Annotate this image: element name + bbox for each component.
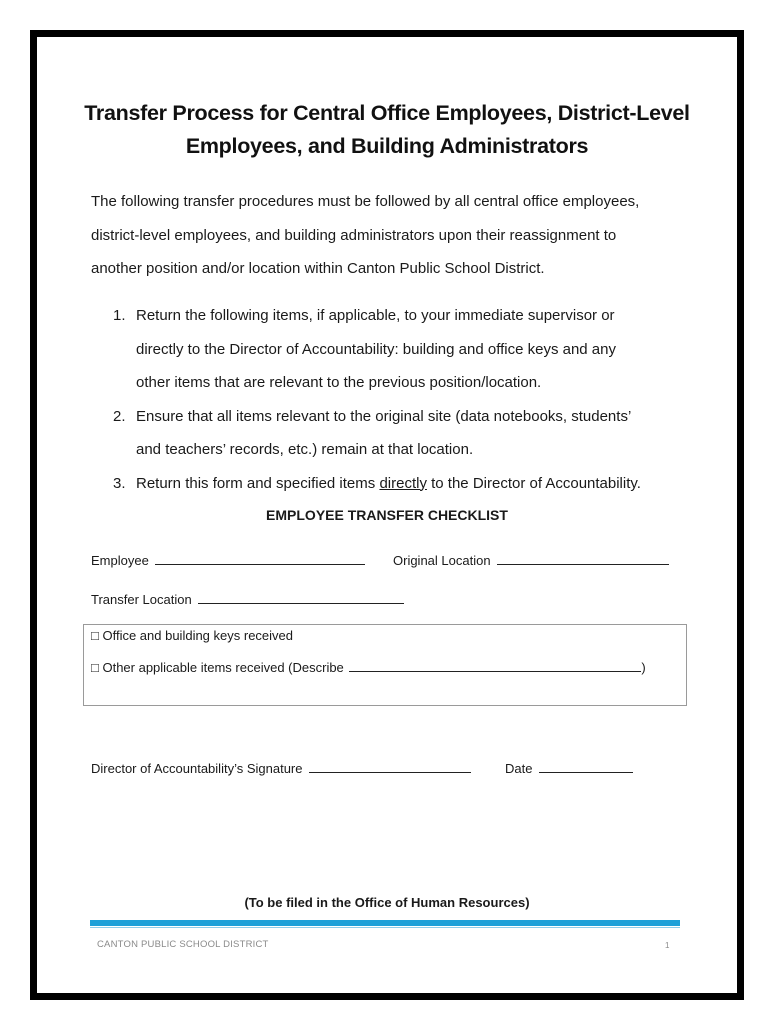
title-line-2: Employees, and Building Administrators [185,134,589,158]
filing-note: (To be filed in the Office of Human Resources) [244,895,530,910]
date-field [505,758,633,776]
footer-rule [90,920,680,926]
keys-received-item[interactable] [91,628,293,643]
other-items-received-item[interactable] [91,657,646,675]
step-line: other items that are relevant to the previous position/location. [136,374,542,391]
employee-input-line[interactable] [155,550,365,565]
transfer-location-label: Transfer Location [91,592,192,607]
step-line: directly to the Director of Accountability: building and office keys and any [136,340,616,358]
step-number: 1. [113,307,126,324]
describe-input-line[interactable] [349,657,641,672]
page-border [30,30,744,1000]
procedure-step-3 [91,467,691,501]
original-location-field [393,550,669,568]
page [37,37,737,993]
employee-field [91,550,365,568]
signature-field [91,758,471,776]
other-items-label: □ Other applicable items received (Describe [91,660,344,675]
step-number: 2. [113,407,126,425]
other-items-close: ) [641,660,646,675]
document-title [57,97,717,163]
intro-paragraph [91,185,691,286]
original-location-label: Original Location [393,553,491,568]
transfer-location-field [91,589,404,607]
intro-line: another position and/or location within Canton Public School District. [91,260,545,277]
intro-line: district-level employees, and building administrators upon their reassignment to [91,226,617,244]
footer-district-name: CANTON PUBLIC SCHOOL DISTRICT [97,939,269,950]
date-input-line[interactable] [539,758,633,773]
procedure-step-1 [91,299,691,400]
transfer-location-input-line[interactable] [198,589,404,604]
step-line: Return the following items, if applicable, to your immediate supervisor or [136,307,615,324]
procedure-list [91,299,691,500]
title-line-1: Transfer Process for Central Office Employees, District-Level [84,101,690,125]
footer-page-number: 1 [665,941,670,950]
date-label: Date [505,761,533,776]
step-line: and teachers’ records, etc.) remain at that location. [136,441,474,458]
step-text: to the Director of Accountability. [426,474,641,492]
step-line: Ensure that all items relevant to the original site (data notebooks, students’ [136,407,632,425]
intro-line: The following transfer procedures must be followed by all central office employees, [91,193,640,210]
step-number: 3. [113,474,126,492]
checklist-title: EMPLOYEE TRANSFER CHECKLIST [266,507,508,523]
step-emphasis: directly [379,474,427,492]
original-location-input-line[interactable] [497,550,669,565]
employee-label: Employee [91,553,149,568]
checklist-box [83,624,687,706]
procedure-step-2 [91,400,691,467]
step-text: Return this form and specified items [136,474,380,492]
signature-label: Director of Accountability’s Signature [91,761,303,776]
signature-input-line[interactable] [309,758,471,773]
footer-rule-thin [90,927,680,928]
keys-received-label: □ Office and building keys received [91,628,294,643]
